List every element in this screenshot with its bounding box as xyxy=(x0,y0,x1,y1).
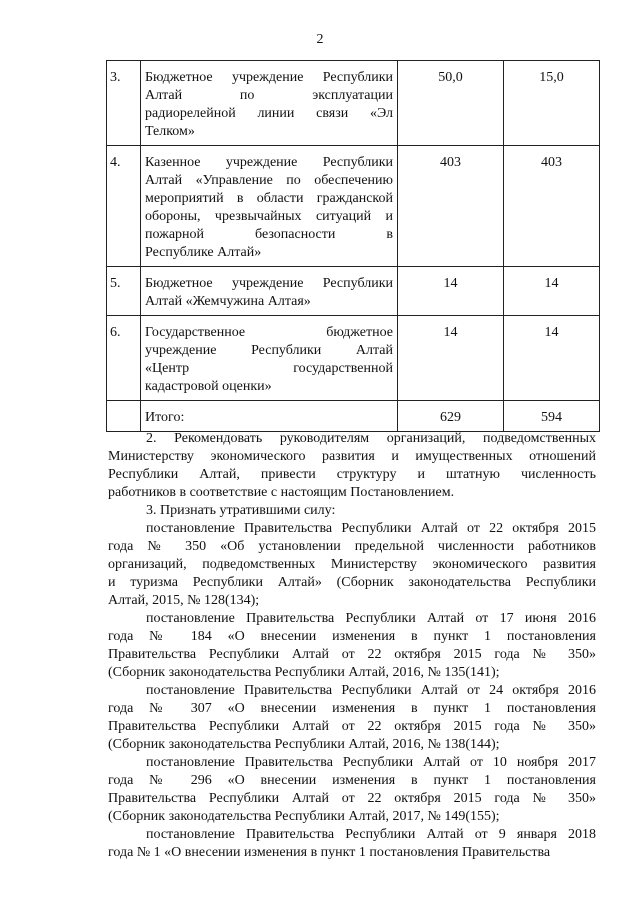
organization-name-cell xyxy=(141,146,398,267)
row-number-cell xyxy=(107,316,141,401)
paragraph xyxy=(108,826,596,862)
organization-name xyxy=(145,146,393,266)
body-text xyxy=(108,430,596,862)
value-2-cell xyxy=(504,61,600,146)
organization-name-line: Бюджетное учреждение Республики xyxy=(145,276,393,291)
paragraph xyxy=(108,754,596,826)
value-1-cell xyxy=(398,61,504,146)
paragraph-line: (Сборник законодательства Республики Алтай, 2016, № 135(141); xyxy=(108,665,500,680)
paragraph-line: года № 184 «О внесении изменения в пункт 1 постановления xyxy=(108,629,596,644)
paragraph-line: и туризма Республики Алтай» (Сборник законодательства Республики xyxy=(108,575,596,590)
paragraph-line: Правительства Республики Алтай от 22 октября 2015 года № 350» xyxy=(108,791,596,806)
paragraph-line: постановление Правительства Республики Алтай от 10 ноября 2017 xyxy=(146,755,596,770)
organization-name-line: Алтай «Жемчужина Алтая» xyxy=(145,294,311,309)
organization-name-line: учреждение Республики Алтай xyxy=(145,343,393,358)
row-number-cell xyxy=(107,61,141,146)
organizations-table xyxy=(106,60,600,432)
organization-name-line: Казенное учреждение Республики xyxy=(145,155,393,170)
paragraph xyxy=(108,682,596,754)
organization-name-line: Алтай по эксплуатации xyxy=(145,88,393,103)
paragraph-line: постановление Правительства Республики Алтай от 9 января 2018 xyxy=(146,827,596,842)
value-2: 14 xyxy=(544,325,559,340)
value-1: 14 xyxy=(443,276,458,291)
organization-name-line: радиорелейной линии связи «Эл xyxy=(145,106,393,121)
value-2-cell xyxy=(504,267,600,316)
paragraph xyxy=(108,502,596,520)
paragraph-line: Правительства Республики Алтай от 22 октября 2015 года № 350» xyxy=(108,647,596,662)
paragraph-line: Республики Алтай, привести структуру и штатную численность xyxy=(108,467,596,482)
paragraph-line: года № 350 «Об установлении предельной численности работников xyxy=(108,539,596,554)
organization-name-line: обороны, чрезвычайных ситуаций и xyxy=(145,209,393,224)
paragraph-line: года № 307 «О внесении изменения в пункт 1 постановления xyxy=(108,701,596,716)
value-2-cell xyxy=(504,146,600,267)
total-label-cell xyxy=(141,401,398,432)
paragraph xyxy=(108,520,596,610)
total-label: Итого: xyxy=(145,410,185,425)
value-1: 50,0 xyxy=(438,70,463,85)
paragraph-line: года № 1 «О внесении изменения в пункт 1 постановления Правительства xyxy=(108,845,551,860)
total-value-1: 629 xyxy=(440,410,461,425)
organization-name-line: «Центр государственной xyxy=(145,361,393,376)
row-number-cell xyxy=(107,146,141,267)
organization-name-line: пожарной безопасности в xyxy=(145,227,393,242)
row-number: 3. xyxy=(110,70,121,85)
value-1-cell xyxy=(398,316,504,401)
page-number: 2 xyxy=(316,32,324,47)
paragraph-line: 3. Признать утратившими силу: xyxy=(146,503,336,518)
value-2-cell xyxy=(504,316,600,401)
paragraph-line: организаций, подведомственных Министерству экономического развития xyxy=(108,557,596,572)
row-number: 4. xyxy=(110,155,121,170)
table-row xyxy=(107,316,600,401)
organization-name xyxy=(145,267,393,315)
paragraph-line: работников в соответствие с настоящим Постановлением. xyxy=(108,485,455,500)
value-2: 15,0 xyxy=(539,70,564,85)
table-row xyxy=(107,267,600,316)
table-row xyxy=(107,146,600,267)
organization-name-cell xyxy=(141,61,398,146)
organization-name-cell xyxy=(141,267,398,316)
total-value-2-cell xyxy=(504,401,600,432)
paragraph-line: года № 296 «О внесении изменения в пункт 1 постановления xyxy=(108,773,596,788)
value-2: 403 xyxy=(541,155,562,170)
organization-name-line: Бюджетное учреждение Республики xyxy=(145,70,393,85)
total-value-1-cell xyxy=(398,401,504,432)
paragraph-line: постановление Правительства Республики Алтай от 22 октября 2015 xyxy=(146,521,596,536)
total-value-2: 594 xyxy=(541,410,562,425)
total-empty-cell xyxy=(107,401,141,432)
value-1-cell xyxy=(398,146,504,267)
paragraph-line: (Сборник законодательства Республики Алтай, 2017, № 149(155); xyxy=(108,809,500,824)
value-1: 14 xyxy=(443,325,458,340)
organization-name-line: Государственное бюджетное xyxy=(145,325,393,340)
organization-name-line: Республике Алтай» xyxy=(145,245,262,260)
value-1-cell xyxy=(398,267,504,316)
paragraph-line: Министерству экономического развития и имущественных отношений xyxy=(108,449,596,464)
organization-name-line: Телком» xyxy=(145,124,195,139)
paragraph-line: постановление Правительства Республики Алтай от 24 октября 2016 xyxy=(146,683,596,698)
paragraph-line: (Сборник законодательства Республики Алтай, 2016, № 138(144); xyxy=(108,737,500,752)
paragraph xyxy=(108,430,596,502)
table-row xyxy=(107,61,600,146)
organization-name-cell xyxy=(141,316,398,401)
row-number: 6. xyxy=(110,325,121,340)
paragraph-line: 2. Рекомендовать руководителям организаций, подведомственных xyxy=(146,431,596,446)
row-number: 5. xyxy=(110,276,121,291)
paragraph-line: Правительства Республики Алтай от 22 октября 2015 года № 350» xyxy=(108,719,596,734)
paragraph-line: постановление Правительства Республики Алтай от 17 июня 2016 xyxy=(146,611,596,626)
paragraph xyxy=(108,610,596,682)
value-1: 403 xyxy=(440,155,461,170)
row-number-cell xyxy=(107,267,141,316)
paragraph-line: Алтай, 2015, № 128(134); xyxy=(108,593,260,608)
organization-name-line: кадастровой оценки» xyxy=(145,379,272,394)
table-total-row xyxy=(107,401,600,432)
value-2: 14 xyxy=(544,276,559,291)
organization-name xyxy=(145,316,393,400)
organization-name xyxy=(145,61,393,145)
organization-name-line: мероприятий в области гражданской xyxy=(145,191,393,206)
organization-name-line: Алтай «Управление по обеспечению xyxy=(145,173,393,188)
